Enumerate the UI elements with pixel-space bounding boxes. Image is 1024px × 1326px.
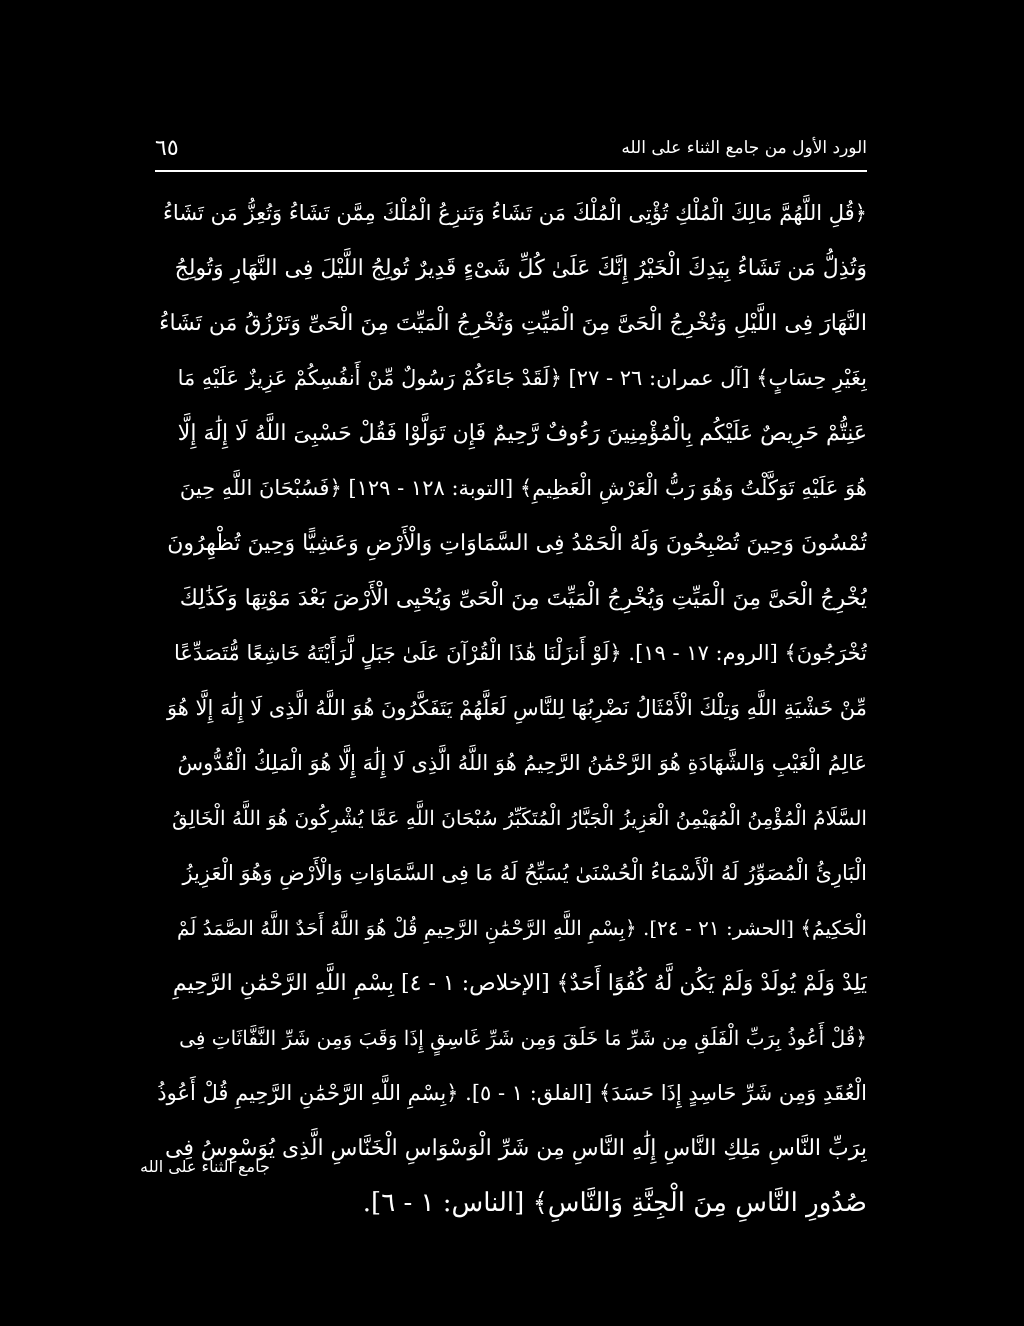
text-line: وَتُذِلُّ مَن تَشَاءُ بِيَدِكَ الْخَيْرُ إِنَّكَ عَلَىٰ كُلِّ شَىْءٍ قَدِيرٌ تُولِجُ اللَّيْلَ فِى النَّهَارِ وَتُولِجُ [174, 256, 867, 281]
text-line: الْبَارِئُ الْمُصَوِّرُ لَهُ الْأَسْمَاءُ الْحُسْنَىٰ يُسَبِّحُ لَهُ مَا فِى السَّمَاوَاتِ وَالْأَرْضِ وَهُوَ الْعَزِيزُ [182, 861, 867, 885]
text-line: بِرَبِّ النَّاسِ مَلِكِ النَّاسِ إِلَٰهِ النَّاسِ مِن شَرِّ الْوَسْوَاسِ الْخَنَّاسِ الَّذِى يُوَسْوِسُ فِى [165, 1136, 867, 1161]
text-line: عَالِمُ الْغَيْبِ وَالشَّهَادَةِ هُوَ الرَّحْمَٰنُ الرَّحِيمُ هُوَ اللَّهُ الَّذِى لَا إِلَٰهَ إِلَّا هُوَ الْمَلِكُ الْقُدُّوسُ [177, 751, 867, 775]
text-line: ﴿قُلِ اللَّهُمَّ مَالِكَ الْمُلْكِ تُؤْتِى الْمُلْكَ مَن تَشَاءُ وَتَنزِعُ الْمُلْكَ مِمَّن تَشَاءُ وَتُعِزُّ مَن تَشَاءُ [163, 201, 867, 225]
page-header [155, 128, 867, 164]
text-line: صُدُورِ النَّاسِ مِنَ الْجِنَّةِ وَالنَّاسِ﴾ [الناس: ١ - ٦]. [362, 1188, 867, 1218]
text-line: مِّنْ خَشْيَةِ اللَّهِ وَتِلْكَ الْأَمْثَالُ نَضْرِبُهَا لِلنَّاسِ لَعَلَّهُمْ يَتَفَكَّرُونَ هُوَ اللَّهُ الَّذِى لَا إِلَٰهَ إِلَّا هُوَ [166, 696, 867, 720]
page-footer: جامع الثناء على الله [140, 1157, 270, 1176]
quran-text-block [155, 186, 867, 1231]
text-line: تُخْرَجُونَ﴾ [الروم: ١٧ - ١٩]. ﴿لَوْ أَنزَلْنَا هَٰذَا الْقُرْآنَ عَلَىٰ جَبَلٍ لَّرَأَيْتَهُ خَاشِعًا مُّتَصَدِّعًا [174, 641, 867, 665]
text-line: عَنِتُّمْ حَرِيصٌ عَلَيْكُم بِالْمُؤْمِنِينَ رَءُوفٌ رَّحِيمٌ فَإِن تَوَلَّوْا فَقُلْ حَسْبِىَ اللَّهُ لَا إِلَٰهَ إِلَّا [177, 421, 867, 446]
text-line: ﴿قُلْ أَعُوذُ بِرَبِّ الْفَلَقِ مِن شَرِّ مَا خَلَقَ وَمِن شَرِّ غَاسِقٍ إِذَا وَقَبَ وَمِن شَرِّ النَّفَّاثَاتِ فِى [179, 1026, 867, 1050]
text-line: النَّهَارَ فِى اللَّيْلِ وَتُخْرِجُ الْحَىَّ مِنَ الْمَيِّتِ وَتُخْرِجُ الْمَيِّتَ مِنَ الْحَىِّ وَتَرْزُقُ مَن تَشَاءُ [159, 311, 867, 336]
header-divider [155, 170, 867, 172]
text-line: يُخْرِجُ الْحَىَّ مِنَ الْمَيِّتِ وَيُخْرِجُ الْمَيِّتَ مِنَ الْحَىِّ وَيُحْيِى الْأَرْضَ بَعْدَ مَوْتِهَا وَكَذَٰلِكَ [179, 586, 867, 611]
text-line: تُمْسُونَ وَحِينَ تُصْبِحُونَ وَلَهُ الْحَمْدُ فِى السَّمَاوَاتِ وَالْأَرْضِ وَعَشِيًّا وَحِينَ تُظْهِرُونَ [167, 531, 867, 556]
page-number: ٦٥ [155, 136, 179, 161]
running-head: الورد الأول من جامع الثناء على الله [621, 138, 867, 158]
text-line: السَّلَامُ الْمُؤْمِنُ الْمُهَيْمِنُ الْعَزِيزُ الْجَبَّارُ الْمُتَكَبِّرُ سُبْحَانَ اللَّهِ عَمَّا يُشْرِكُونَ هُوَ اللَّهُ الْخَالِقُ [172, 806, 867, 830]
text-line: الْعُقَدِ وَمِن شَرِّ حَاسِدٍ إِذَا حَسَدَ﴾ [الفلق: ١ - ٥]. ﴿بِسْمِ اللَّهِ الرَّحْمَٰنِ الرَّحِيمِ قُلْ أَعُوذُ [157, 1081, 867, 1105]
text-line: الْحَكِيمُ﴾ [الحشر: ٢١ - ٢٤]. ﴿بِسْمِ اللَّهِ الرَّحْمَٰنِ الرَّحِيمِ قُلْ هُوَ اللَّهُ أَحَدٌ اللَّهُ الصَّمَدُ لَمْ [176, 916, 867, 940]
text-line: يَلِدْ وَلَمْ يُولَدْ وَلَمْ يَكُن لَّهُ كُفُوًا أَحَدٌ﴾ [الإخلاص: ١ - ٤] بِسْمِ اللَّهِ الرَّحْمَٰنِ الرَّحِيمِ [172, 971, 867, 996]
text-line: بِغَيْرِ حِسَابٍ﴾ [آل عمران: ٢٦ - ٢٧] ﴿لَقَدْ جَاءَكُمْ رَسُولٌ مِّنْ أَنفُسِكُمْ عَزِيزٌ عَلَيْهِ مَا [177, 366, 867, 390]
text-line: هُوَ عَلَيْهِ تَوَكَّلْتُ وَهُوَ رَبُّ الْعَرْشِ الْعَظِيمِ﴾ [التوبة: ١٢٨ - ١٢٩] ﴿فَسُبْحَانَ اللَّهِ حِينَ [179, 476, 867, 500]
